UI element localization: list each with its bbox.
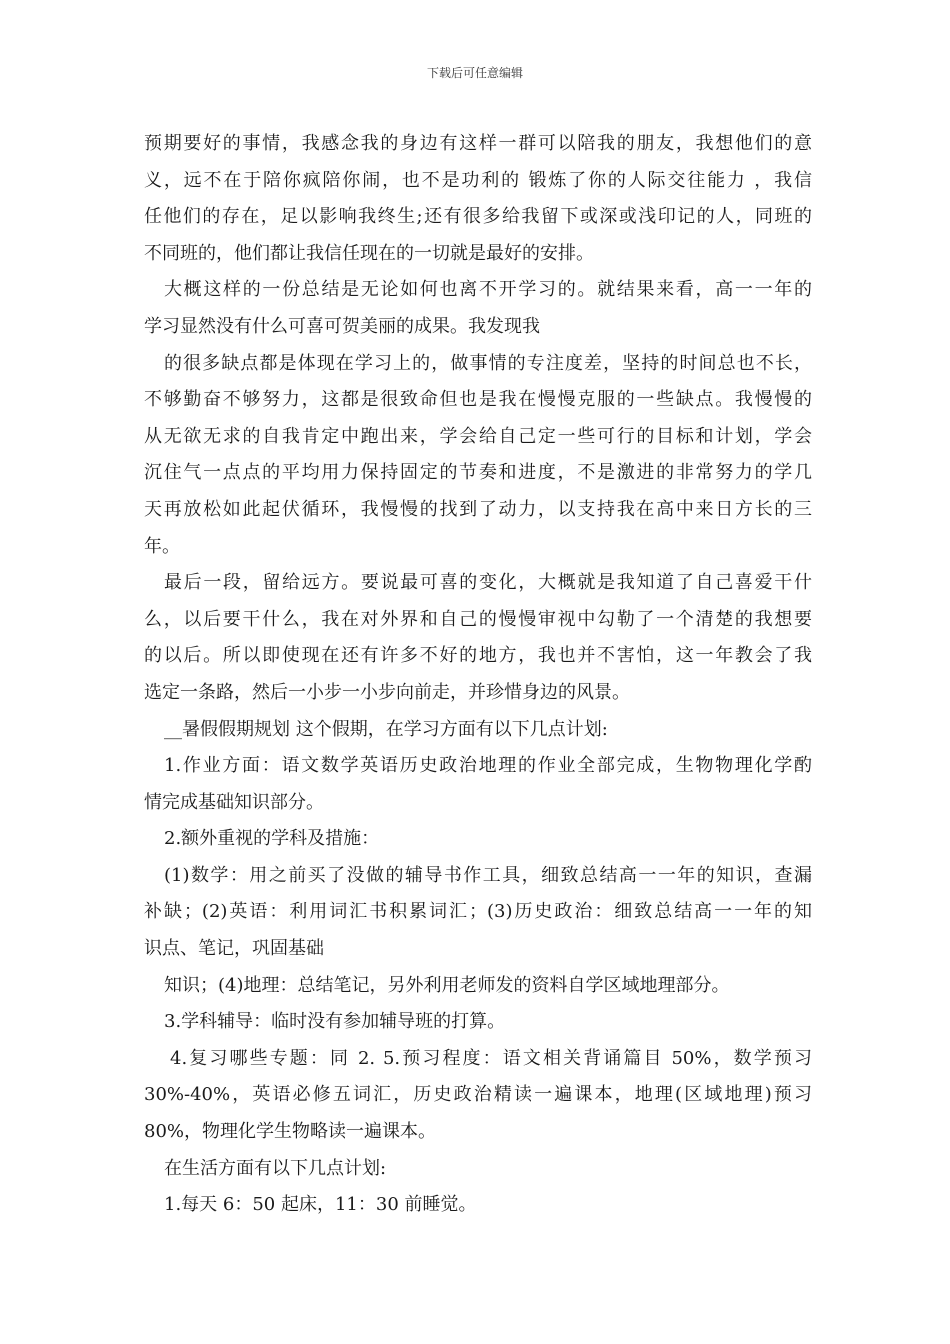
list-item: (1)数学：用之前买了没做的辅导书作工具，细致总结高一一年的知识，查漏 xyxy=(164,864,812,886)
text-line: 情完成基础知识部分。 xyxy=(144,791,324,813)
text-line: 的以后。所以即使现在还有许多不好的地方，我也并不害怕，这一年教会了我 xyxy=(144,645,812,667)
text-line: 天再放松如此起伏循环，我慢慢的找到了动力，以支持我在高中来日方长的三 xyxy=(144,498,812,520)
text-line: 选定一条路，然后一小步一小步向前走，并珍惜身边的风景。 xyxy=(144,681,630,703)
text-line: 义，远不在于陪你疯陪你闹，也不是功利的 锻炼了你的人际交往能力 ，我信 xyxy=(144,169,812,191)
paragraph-start: 最后一段，留给远方。要说最可喜的变化，大概就是我知道了自己喜爱干什 xyxy=(164,572,812,594)
text-line: 识点、笔记，巩固基础 xyxy=(144,938,324,960)
document-body xyxy=(144,126,812,1224)
text-line: 不够勤奋不够努力，这都是很致命但也是我在慢慢克服的一些缺点。我慢慢的 xyxy=(144,389,812,411)
text-line: 任他们的存在，足以影响我终生;还有很多给我留下或深或浅印记的人，同班的 xyxy=(144,206,812,228)
list-item: 1.作业方面：语文数学英语历史政治地理的作业全部完成，生物物理化学酌 xyxy=(164,755,812,777)
paragraph-start: 大概这样的一份总结是无论如何也离不开学习的。就结果来看，高一一年的 xyxy=(164,279,812,301)
text-line: 补缺；(2)英语：利用词汇书积累词汇；(3)历史政治：细致总结高一一年的知 xyxy=(144,901,812,923)
paragraph-start: 在生活方面有以下几点计划: xyxy=(164,1157,387,1179)
text-line: 从无欲无求的自我肯定中跑出来，学会给自己定一些可行的目标和计划，学会 xyxy=(144,425,812,447)
list-item: 4.复习哪些专题：同 2. 5.预习程度：语文相关背诵篇目 50%，数学预习 xyxy=(170,1047,812,1069)
list-item: 2.额外重视的学科及措施： xyxy=(164,828,380,850)
text-line: 的很多缺点都是体现在学习上的，做事情的专注度差，坚持的时间总也不长， xyxy=(164,352,812,374)
text-line: 预期要好的事情，我感念我的身边有这样一群可以陪我的朋友，我想他们的意 xyxy=(144,133,812,154)
text-line: 么，以后要干什么，我在对外界和自己的慢慢审视中勾勒了一个清楚的我想要 xyxy=(144,608,812,630)
text-line: 学习显然没有什么可喜可贺美丽的成果。我发现我 xyxy=(144,315,540,337)
text-line: 知识；(4)地理：总结笔记，另外利用老师发的资料自学区域地理部分。 xyxy=(164,974,730,996)
text-line: 年。 xyxy=(144,535,180,557)
page-header: 下载后可任意编辑 xyxy=(426,66,523,80)
text-line: 不同班的，他们都让我信任现在的一切就是最好的安排。 xyxy=(144,242,594,264)
text-line: 30%-40%，英语必修五词汇，历史政治精读一遍课本，地理(区域地理)预习 xyxy=(144,1084,812,1106)
text-line: 80%，物理化学生物略读一遍课本。 xyxy=(144,1121,437,1143)
list-item: 1.每天 6：50 起床，11：30 前睡觉。 xyxy=(164,1194,477,1216)
list-item: 3.学科辅导：临时没有参加辅导班的打算。 xyxy=(164,1011,506,1033)
text-line: 沉住气一点点的平均用力保持固定的节奏和进度，不是激进的非常努力的学几 xyxy=(144,462,812,484)
section-heading: __暑假假期规划 这个假期，在学习方面有以下几点计划: xyxy=(164,718,608,740)
